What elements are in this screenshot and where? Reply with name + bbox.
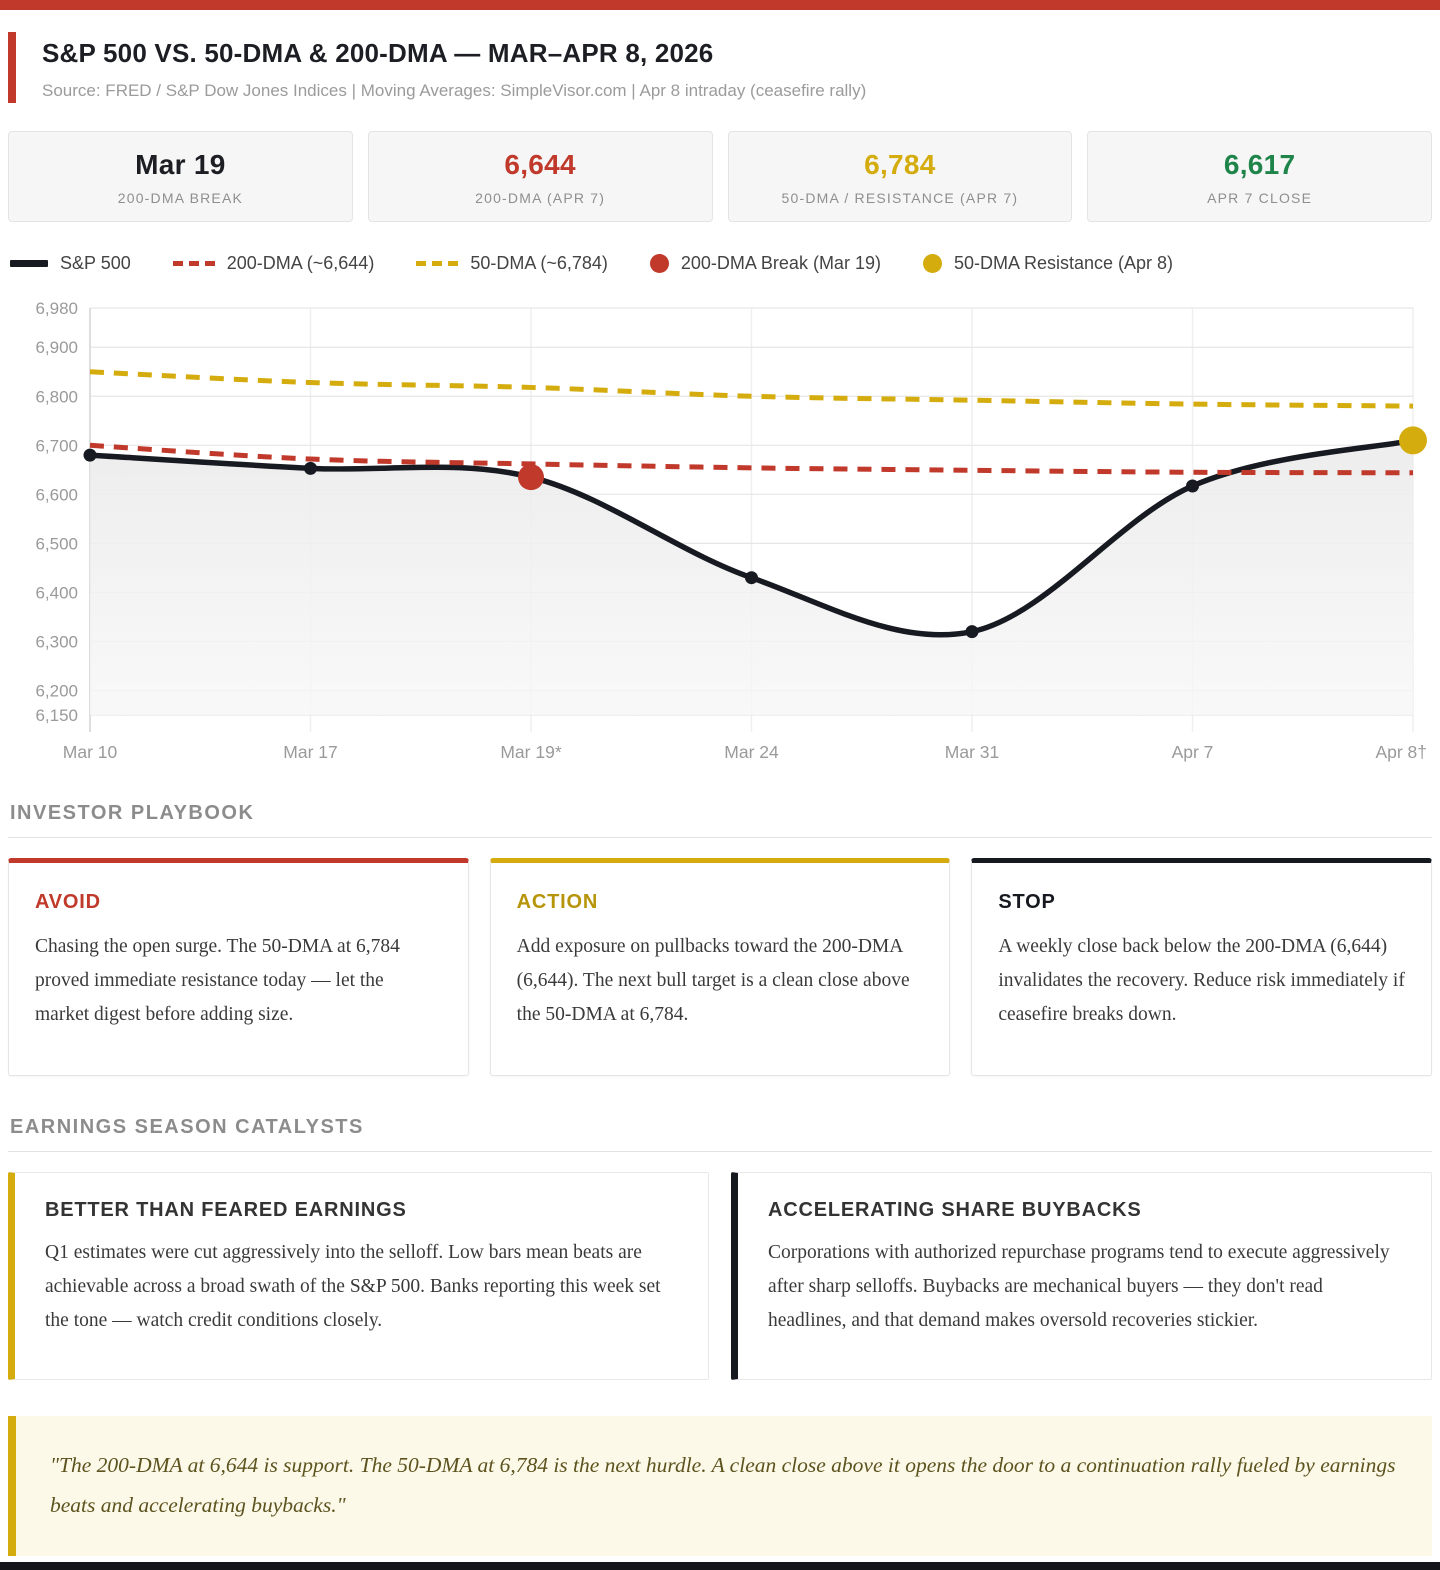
stat-label: 200-DMA (APR 7) bbox=[475, 190, 606, 206]
svg-text:Mar 10: Mar 10 bbox=[62, 742, 118, 762]
svg-text:6,980: 6,980 bbox=[35, 299, 78, 318]
legend-label: S&P 500 bbox=[60, 252, 131, 273]
line-chart-canvas[interactable] bbox=[8, 292, 1432, 768]
investor-playbook-section bbox=[8, 802, 1432, 1076]
stat-label: APR 7 CLOSE bbox=[1207, 190, 1313, 206]
card-title: AVOID bbox=[35, 891, 101, 913]
chart-legend bbox=[10, 248, 1432, 278]
stat-card-200dma bbox=[368, 131, 713, 222]
svg-text:6,700: 6,700 bbox=[35, 436, 78, 456]
stat-value: Mar 19 bbox=[135, 149, 226, 180]
card-body: Chasing the open surge. The 50-DMA at 6,784 proved immediate resistance today — let the market digest before adding size. bbox=[35, 936, 400, 1026]
card-title: ACCELERATING SHARE BUYBACKS bbox=[768, 1199, 1142, 1221]
pull-quote bbox=[8, 1416, 1432, 1556]
playbook-card-action bbox=[490, 858, 951, 1076]
card-title: ACTION bbox=[516, 891, 599, 913]
stat-card-close bbox=[1087, 131, 1432, 222]
svg-text:Mar 19*: Mar 19* bbox=[500, 742, 562, 762]
source-line: Source: FRED / S&P Dow Jones Indices | Moving Averages: SimpleVisor.com | Apr 8 intraday (ceasefire rally) bbox=[42, 81, 867, 100]
report-header bbox=[8, 32, 1432, 103]
stat-label: 200-DMA BREAK bbox=[117, 190, 244, 206]
stat-value: 6,644 bbox=[504, 149, 576, 180]
legend-label: 200-DMA (~6,644) bbox=[226, 252, 375, 273]
legend-item-50dma[interactable] bbox=[416, 253, 608, 274]
svg-text:Apr 7: Apr 7 bbox=[1171, 742, 1214, 762]
card-body: A weekly close back below the 200-DMA (6,644) invalidates the recovery. Reduce risk immediately if ceasefire breaks down. bbox=[998, 936, 1405, 1026]
earnings-catalysts-section bbox=[8, 1116, 1432, 1380]
legend-label: 200-DMA Break (Mar 19) bbox=[680, 252, 881, 273]
legend-item-200dma[interactable] bbox=[173, 253, 375, 274]
stat-card-row bbox=[8, 131, 1432, 222]
svg-text:6,900: 6,900 bbox=[35, 338, 78, 358]
section-title: EARNINGS SEASON CATALYSTS bbox=[8, 1116, 1432, 1152]
svg-text:6,400: 6,400 bbox=[35, 583, 78, 603]
svg-text:6,300: 6,300 bbox=[35, 632, 78, 652]
solid-line-swatch-icon bbox=[10, 260, 48, 267]
dashed-line-swatch-icon bbox=[173, 261, 215, 266]
svg-text:6,200: 6,200 bbox=[35, 681, 78, 701]
dashed-line-swatch-icon bbox=[416, 261, 458, 266]
stat-value: 6,617 bbox=[1223, 149, 1296, 180]
card-title: STOP bbox=[998, 891, 1056, 913]
catalyst-card-earnings bbox=[8, 1172, 709, 1380]
svg-text:Mar 17: Mar 17 bbox=[283, 742, 338, 762]
top-accent-bar bbox=[0, 0, 1440, 10]
page-title: S&P 500 VS. 50-DMA & 200-DMA — MAR–APR 8, 2026 bbox=[42, 38, 714, 68]
price-chart[interactable] bbox=[8, 292, 1432, 768]
title-accent-bar bbox=[8, 32, 16, 103]
stat-label: 50-DMA / RESISTANCE (APR 7) bbox=[781, 190, 1019, 206]
playbook-card-stop bbox=[971, 858, 1432, 1076]
svg-text:6,500: 6,500 bbox=[35, 534, 78, 554]
svg-text:6,600: 6,600 bbox=[35, 485, 78, 505]
catalyst-card-buybacks bbox=[731, 1172, 1432, 1380]
card-body: Corporations with authorized repurchase programs tend to execute aggressively after sharp selloffs. Buybacks are mechanical buyers — they don't read headlines, and that demand makes oversold recoveries stickier. bbox=[768, 1242, 1390, 1332]
section-title: INVESTOR PLAYBOOK bbox=[8, 802, 1432, 838]
legend-item-break-marker[interactable] bbox=[650, 253, 881, 274]
bottom-accent-bar bbox=[0, 1562, 1440, 1570]
legend-label: 50-DMA Resistance (Apr 8) bbox=[953, 252, 1174, 273]
legend-item-sp500[interactable] bbox=[10, 253, 131, 274]
stat-card-dma-break bbox=[8, 131, 353, 222]
card-body: Add exposure on pullbacks toward the 200-DMA (6,644). The next bull target is a clean close above the 50-DMA at 6,784. bbox=[516, 936, 910, 1026]
red-dot-swatch-icon bbox=[650, 254, 669, 273]
svg-text:6,150: 6,150 bbox=[35, 706, 78, 725]
quote-text: "The 200-DMA at 6,644 is support. The 50-DMA at 6,784 is the next hurdle. A clean close above it opens the door to a continuation rally fueled by earnings beats and accelerating buybacks." bbox=[50, 1453, 1396, 1517]
stat-card-50dma bbox=[728, 131, 1073, 222]
svg-text:Apr 8†: Apr 8† bbox=[1375, 742, 1427, 762]
svg-text:Mar 24: Mar 24 bbox=[724, 742, 779, 762]
playbook-card-avoid bbox=[8, 858, 469, 1076]
legend-label: 50-DMA (~6,784) bbox=[470, 252, 608, 273]
legend-item-resistance-marker[interactable] bbox=[923, 253, 1173, 274]
yellow-dot-swatch-icon bbox=[923, 254, 942, 273]
svg-text:6,800: 6,800 bbox=[35, 387, 78, 407]
card-title: BETTER THAN FEARED EARNINGS bbox=[45, 1199, 407, 1221]
card-body: Q1 estimates were cut aggressively into the selloff. Low bars mean beats are achievable across a broad swath of the S&P 500. Banks reporting this week set the tone — watch credit conditions closely. bbox=[45, 1242, 661, 1332]
svg-text:Mar 31: Mar 31 bbox=[944, 742, 1000, 762]
stat-value: 6,784 bbox=[864, 149, 936, 180]
